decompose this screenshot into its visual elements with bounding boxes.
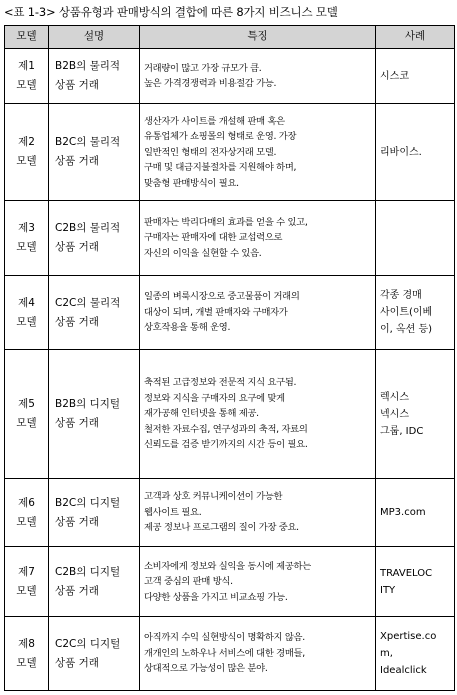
examples-cell: 시스코 (376, 49, 455, 104)
features-cell: 일종의 벼룩시장으로 중고물품이 거래의 대상이 되며, 개별 판매자와 구매자가 상호작용을 통해 운영. (140, 275, 376, 350)
header-examples: 사례 (376, 26, 455, 49)
features-cell: 고객과 상호 커뮤니케이션이 가능한 웹사이트 필요. 제공 정보나 프로그램의 질이 가장 중요. (140, 479, 376, 547)
table-row (5, 617, 455, 691)
table-row (5, 547, 455, 617)
header-features: 특징 (140, 26, 376, 49)
table-row (5, 104, 455, 201)
model-cell: 제3 모델 (5, 201, 49, 276)
features-cell: 거래량이 많고 가장 규모가 큼. 높은 가격경쟁력과 비용절감 가능. (140, 49, 376, 104)
examples-cell: MP3.com (376, 479, 455, 547)
table-row (5, 479, 455, 547)
table-row (5, 350, 455, 479)
model-cell: 제4 모델 (5, 275, 49, 350)
examples-cell: 각종 경매 사이트(이베 이, 옥션 등) (376, 275, 455, 350)
header-description: 설명 (49, 26, 140, 49)
examples-cell: TRAVELOC ITY (376, 547, 455, 617)
features-cell: 아직까지 수익 실현방식이 명확하지 않음. 개개인의 노하우나 서비스에 대한 경매들, 상대적으로 가능성이 많은 분야. (140, 617, 376, 691)
table-header-row (5, 26, 455, 49)
description-cell: B2B의 디지털 상품 거래 (49, 350, 140, 479)
model-cell: 제8 모델 (5, 617, 49, 691)
model-cell: 제1 모델 (5, 49, 49, 104)
model-cell: 제2 모델 (5, 104, 49, 201)
table-row (5, 49, 455, 104)
description-cell: C2C의 디지털 상품 거래 (49, 617, 140, 691)
description-cell: B2C의 물리적 상품 거래 (49, 104, 140, 201)
header-model: 모델 (5, 26, 49, 49)
features-cell: 축적된 고급정보와 전문적 지식 요구됨. 정보와 지식을 구매자의 요구에 맞게 재가공해 인터넷을 통해 제공. 철저한 자료수집, 연구성과의 축적, 자료의 신뢰도를 검증 받기까지의 시간 등이 필요. (140, 350, 376, 479)
model-cell: 제6 모델 (5, 479, 49, 547)
examples-cell: 리바이스. (376, 104, 455, 201)
features-cell: 생산자가 사이트를 개설해 판매 혹은 유통업체가 쇼핑몰의 형태로 운영. 가장 일반적인 형태의 전자상거래 모델. 구매 및 대금지불절차를 지원해야 하며, 맞춤형 판매방식이 필요. (140, 104, 376, 201)
business-model-table (4, 25, 455, 691)
features-cell: 소비자에게 정보와 실익을 동시에 제공하는 고객 중심의 판매 방식. 다양한 상품을 가지고 비교쇼핑 가능. (140, 547, 376, 617)
table-row (5, 275, 455, 350)
description-cell: C2C의 물리적 상품 거래 (49, 275, 140, 350)
table-row (5, 201, 455, 276)
description-cell: C2B의 물리적 상품 거래 (49, 201, 140, 276)
model-cell: 제7 모델 (5, 547, 49, 617)
description-cell: B2B의 물리적 상품 거래 (49, 49, 140, 104)
examples-cell: 렉시스 넥시스 그룹, IDC (376, 350, 455, 479)
description-cell: B2C의 디지털 상품 거래 (49, 479, 140, 547)
table-caption: <표 1-3> 상품유형과 판매방식의 결합에 따른 8가지 비즈니스 모델 (4, 5, 338, 19)
examples-cell: Xpertise.co m, Idealclick (376, 617, 455, 691)
model-cell: 제5 모델 (5, 350, 49, 479)
description-cell: C2B의 디지털 상품 거래 (49, 547, 140, 617)
examples-cell (376, 201, 455, 276)
features-cell: 판매자는 박리다매의 효과를 얻을 수 있고, 구매자는 판매자에 대한 교섭력으로 자신의 이익을 실현할 수 있음. (140, 201, 376, 276)
